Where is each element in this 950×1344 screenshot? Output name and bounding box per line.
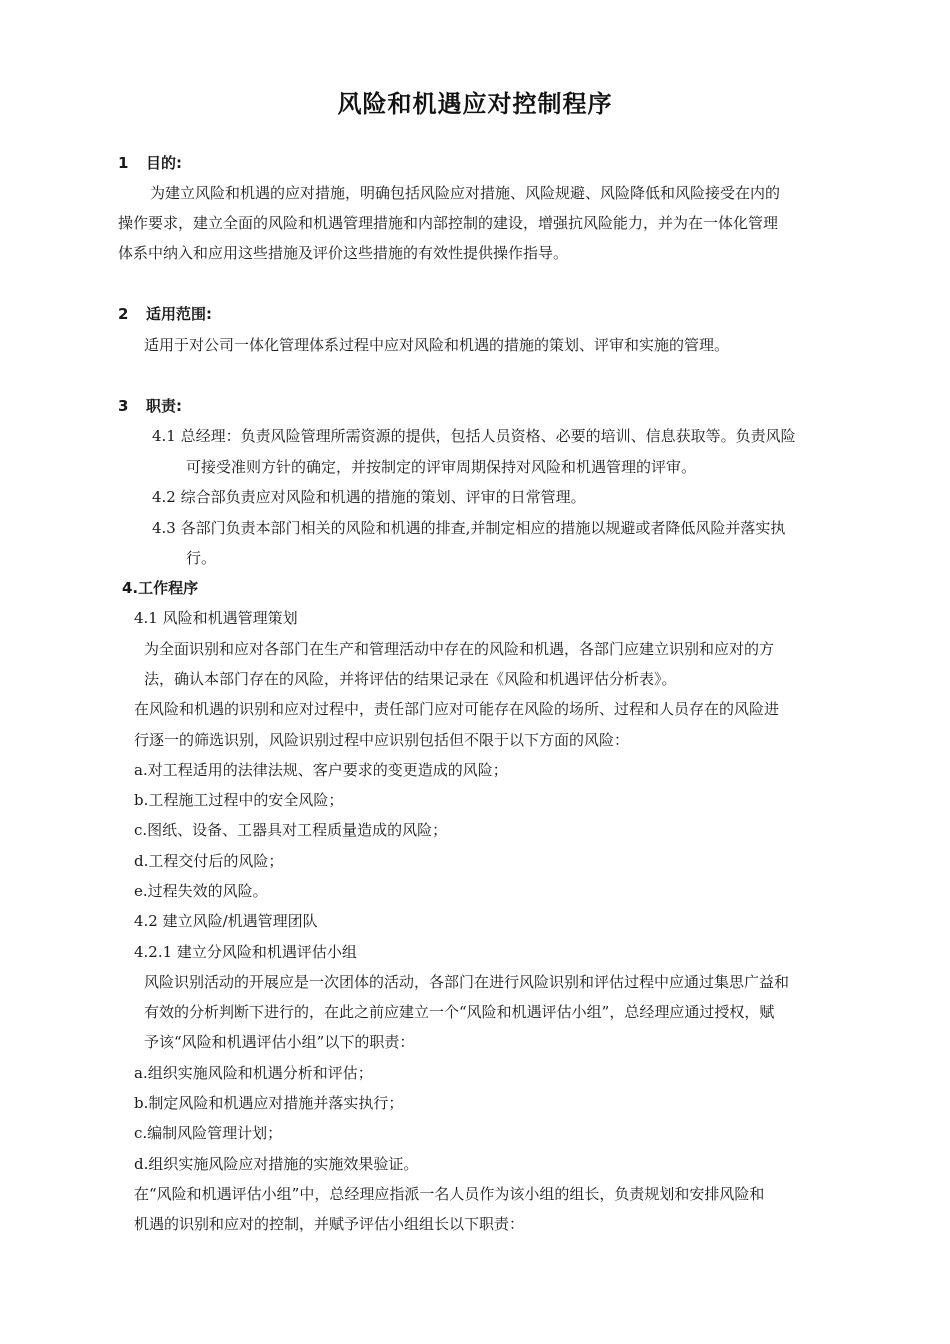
list-item: b.制定风险和机遇应对措施并落实执行； [134,1094,404,1112]
section-title: 目的: [146,154,182,172]
paragraph-line: 在风险和机遇的识别和应对过程中，责任部门应对可能存在风险的场所、过程和人员存在的风险进 [134,700,780,718]
subsection-heading: 4.1 风险和机遇管理策划 [134,609,298,627]
list-item: 4.2 综合部负责应对风险和机遇的措施的策划、评审的日常管理。 [152,488,586,506]
list-item: c.图纸、设备、工器具对工程质量造成的风险； [134,821,448,839]
list-item: b.工程施工过程中的安全风险； [134,791,344,809]
paragraph-line: 予该“风险和机遇评估小组”以下的职责： [144,1033,415,1051]
subsection-heading: 4.2.1 建立分风险和机遇评估小组 [134,943,357,961]
paragraph-line: 为建立风险和机遇的应对措施，明确包括风险应对措施、风险规避、风险降低和风险接受在内的 [150,184,781,202]
paragraph-line: 机遇的识别和应对的控制，并赋予评估小组组长以下职责： [134,1215,525,1233]
paragraph-line: 体系中纳入和应用这些措施及评价这些措施的有效性提供操作指导。 [118,244,569,262]
paragraph-line: 适用于对公司一体化管理体系过程中应对风险和机遇的措施的策划、评审和实施的管理。 [144,336,730,354]
section-title: 适用范围: [146,305,212,323]
paragraph-line: 为全面识别和应对各部门在生产和管理活动中存在的风险和机遇，各部门应建立识别和应对的方 [144,640,775,658]
document-title: 风险和机遇应对控制程序 [337,90,613,118]
section-number: 2 [118,305,129,323]
section-2-heading [118,303,212,325]
list-item: 4.3 各部门负责本部门相关的风险和机遇的排查,并制定相应的措施以规避或者降低风险并落实执 [152,519,786,537]
list-item-continuation: 行。 [186,549,217,567]
list-item: c.编制风险管理计划； [134,1124,283,1142]
list-item: a.组织实施风险和机遇分析和评估； [134,1064,373,1082]
paragraph-line: 有效的分析判断下进行的，在此之前应建立一个“风险和机遇评估小组”，总经理应通过授权，赋 [144,1003,775,1021]
paragraph-line: 在“风险和机遇评估小组”中，总经理应指派一名人员作为该小组的组长，负责规划和安排风险和 [134,1185,765,1203]
list-item: e.过程失效的风险。 [134,882,268,900]
paragraph-line: 法，确认本部门存在的风险，并将评估的结果记录在《风险和机遇评估分析表》。 [144,670,677,688]
section-4-heading: 4.工作程序 [122,579,199,597]
list-item: d.工程交付后的风险； [134,852,284,870]
list-item-continuation: 可接受准则方针的确定，并按制定的评审周期保持对风险和机遇管理的评审。 [186,458,697,476]
section-3-heading [118,395,182,417]
list-item: d.组织实施风险应对措施的实施效果验证。 [134,1155,419,1173]
paragraph-line: 风险识别活动的开展应是一次团体的活动，各部门在进行风险识别和评估过程中应通过集思广益和 [144,973,790,991]
section-number: 1 [118,154,129,172]
paragraph-line: 行逐一的筛选识别，风险识别过程中应识别包括但不限于以下方面的风险： [134,731,630,749]
paragraph-line: 操作要求，建立全面的风险和机遇管理措施和内部控制的建设，增强抗风险能力，并为在一体化管理 [118,214,779,232]
list-item: 4.1 总经理：负责风险管理所需资源的提供，包括人员资格、必要的培训、信息获取等。负责风险 [152,427,796,445]
subsection-heading: 4.2 建立风险/机遇管理团队 [134,912,318,930]
section-title: 职责: [146,397,182,415]
section-1-heading [118,152,182,174]
section-number: 3 [118,397,129,415]
list-item: a.对工程适用的法律法规、客户要求的变更造成的风险； [134,761,508,779]
